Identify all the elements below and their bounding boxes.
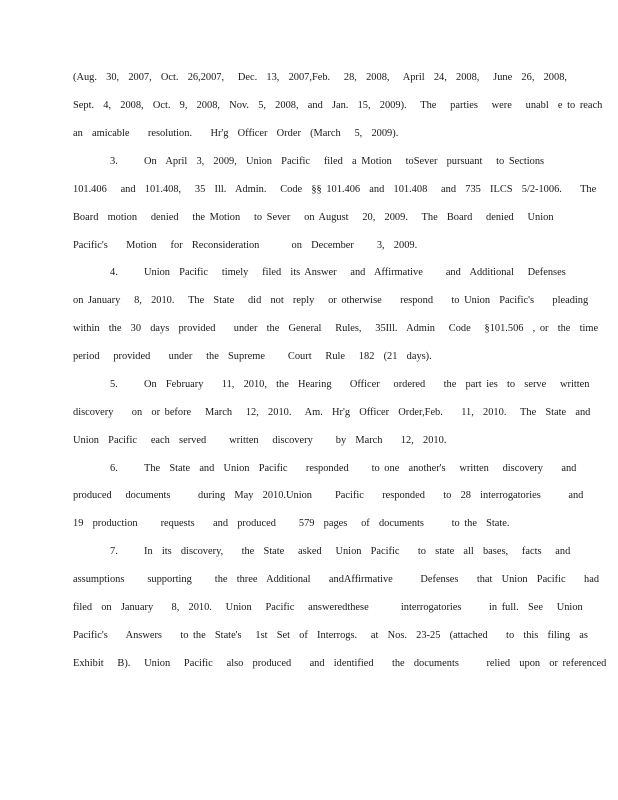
text-line: On April 3, 2009, Union Pacific filed a Motion toSever pursuant to Sections <box>144 156 545 167</box>
text-line: within the 30 days provided under the General Rules, 35Ill. Admin Code §101.506 , or the time <box>73 323 599 334</box>
text-line: Pacific's Answers to the State's 1st Set of Interrogs. at Nos. 23-25 (attached to this filing as <box>73 630 588 641</box>
text-line: On February 11, 2010, the Hearing Officer ordered the part ies to serve written <box>144 379 590 390</box>
paragraph-number: 5. <box>110 379 118 390</box>
paragraph-4-first-line <box>110 266 580 280</box>
text-line: an amicable resolution. Hr'g Officer Order (March 5, 2009). <box>73 128 399 139</box>
text-line: Union Pacific timely filed its Answer and Affirmative and Additional Defenses <box>144 267 566 278</box>
text-line: produced documents during May 2010.Union Pacific responded to 28 interrogatories and <box>73 490 584 501</box>
text-line: Board motion denied the Motion to Sever on August 20, 2009. The Board denied Union <box>73 212 554 223</box>
text-line: period provided under the Supreme Court Rule 182 (21 days). <box>73 351 432 362</box>
paragraph-number: 7. <box>110 546 118 557</box>
text-line: filed on January 8, 2010. Union Pacific answeredthese interrogatories in full. See Union <box>73 602 583 613</box>
text-line: 19 production requests and produced 579 pages of documents to the State. <box>73 518 510 529</box>
text-line: Union Pacific each served written discovery by March 12, 2010. <box>73 435 447 446</box>
text-line: (Aug. 30, 2007, Oct. 26,2007, Dec. 13, 2007,Feb. 28, 2008, April 24, 2008, June 26, 2008, <box>73 72 567 83</box>
text-line: Exhibit B). Union Pacific also produced and identified the documents relied upon or referenced <box>73 658 607 669</box>
paragraph-6-first-line <box>110 462 580 476</box>
paragraph-3-first-line <box>110 155 580 169</box>
paragraph-number: 4. <box>110 267 118 278</box>
text-line: Sept. 4, 2008, Oct. 9, 2008, Nov. 5, 2008, and Jan. 15, 2009). The parties were unabl e to reach <box>73 100 603 111</box>
paragraph-number: 6. <box>110 463 118 474</box>
paragraph-5-first-line <box>110 378 590 392</box>
text-line: In its discovery, the State asked Union Pacific to state all bases, facts and <box>144 546 571 557</box>
paragraph-7-first-line <box>110 545 580 559</box>
text-line: on January 8, 2010. The State did not reply or otherwise respond to Union Pacific's pleading <box>73 295 589 306</box>
text-line: Pacific's Motion for Reconsideration on December 3, 2009. <box>73 240 418 251</box>
text-line: The State and Union Pacific responded to one another's written discovery and <box>144 463 577 474</box>
text-line: assumptions supporting the three Additional andAffirmative Defenses that Union Pacific had <box>73 574 600 585</box>
text-line: 101.406 and 101.408, 35 Ill. Admin. Code §§ 101.406 and 101.408 and 735 ILCS 5/2-1006. The <box>73 184 597 195</box>
paragraph-number: 3. <box>110 156 118 167</box>
text-line: discovery on or before March 12, 2010. Am. Hr'g Officer Order,Feb. 11, 2010. The State and <box>73 407 591 418</box>
